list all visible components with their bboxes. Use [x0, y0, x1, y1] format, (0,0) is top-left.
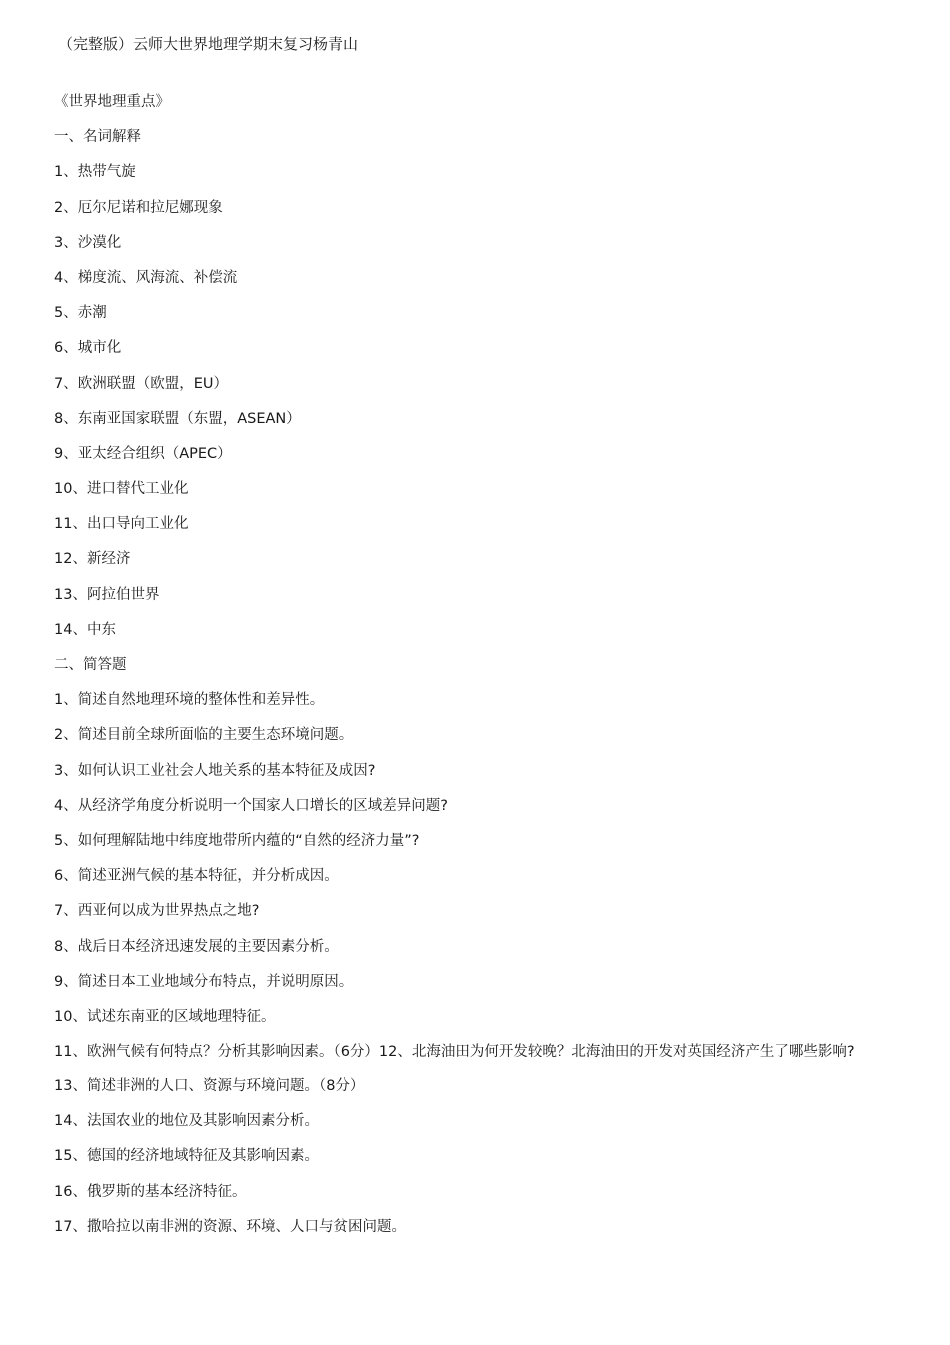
document-heading: 《世界地理重点》 [54, 94, 170, 110]
term-item: 2、厄尔尼诺和拉尼娜现象 [54, 199, 223, 216]
term-item: 12、新经济 [54, 551, 131, 568]
term-item: 11、出口导向工业化 [54, 516, 189, 533]
question-item: 5、如何理解陆地中纬度地带所内蕴的“自然的经济力量”? [54, 832, 420, 849]
question-item: 7、西亚何以成为世界热点之地? [54, 903, 260, 920]
document-body [54, 92, 894, 1252]
term-item: 8、东南亚国家联盟（东盟，ASEAN） [54, 410, 301, 427]
term-item: 14、中东 [54, 621, 116, 638]
question-item: 2、简述目前全球所面临的主要生态环境问题。 [54, 727, 354, 744]
question-item: 10、试述东南亚的区域地理特征。 [54, 1008, 276, 1025]
question-item: 3、如何认识工业社会人地关系的基本特征及成因? [54, 762, 376, 779]
question-item: 6、简述亚洲气候的基本特征，并分析成因。 [54, 868, 339, 885]
document-title: （完整版）云师大世界地理学期末复习杨青山 [58, 35, 359, 53]
term-item: 10、进口替代工业化 [54, 481, 189, 498]
question-item: 8、战后日本经济迅速发展的主要因素分析。 [54, 938, 339, 955]
term-item: 7、欧洲联盟（欧盟，EU） [54, 375, 228, 392]
term-item: 9、亚太经合组织（APEC） [54, 445, 232, 462]
term-item: 5、赤潮 [54, 305, 107, 322]
section-heading-terms: 一、名词解释 [54, 129, 141, 146]
question-item: 4、从经济学角度分析说明一个国家人口增长的区域差异问题? [54, 797, 448, 814]
term-item: 6、城市化 [54, 340, 122, 357]
term-item: 4、梯度流、风海流、补偿流 [54, 269, 238, 286]
question-item: 13、简述非洲的人口、资源与环境问题。（8分） [54, 1078, 365, 1095]
question-item: 9、简述日本工业地域分布特点，并说明原因。 [54, 973, 354, 990]
term-item: 3、沙漠化 [54, 234, 122, 251]
section-heading-questions: 二、简答题 [54, 657, 127, 673]
term-item: 1、热带气旋 [54, 164, 136, 181]
question-item: 16、俄罗斯的基本经济特征。 [54, 1183, 247, 1200]
term-item: 13、阿拉伯世界 [54, 586, 160, 603]
question-item: 14、法国农业的地位及其影响因素分析。 [54, 1113, 319, 1130]
question-item: 15、德国的经济地域特征及其影响因素。 [54, 1148, 319, 1165]
question-item: 1、简述自然地理环境的整体性和差异性。 [54, 692, 325, 709]
question-item: 11、欧洲气候有何特点？分析其影响因素。（6分）12、北海油田为何开发较晚？北海油田的开发对英国经济产生了哪些影响? [54, 1044, 855, 1061]
question-item: 17、撒哈拉以南非洲的资源、环境、人口与贫困问题。 [54, 1218, 406, 1235]
